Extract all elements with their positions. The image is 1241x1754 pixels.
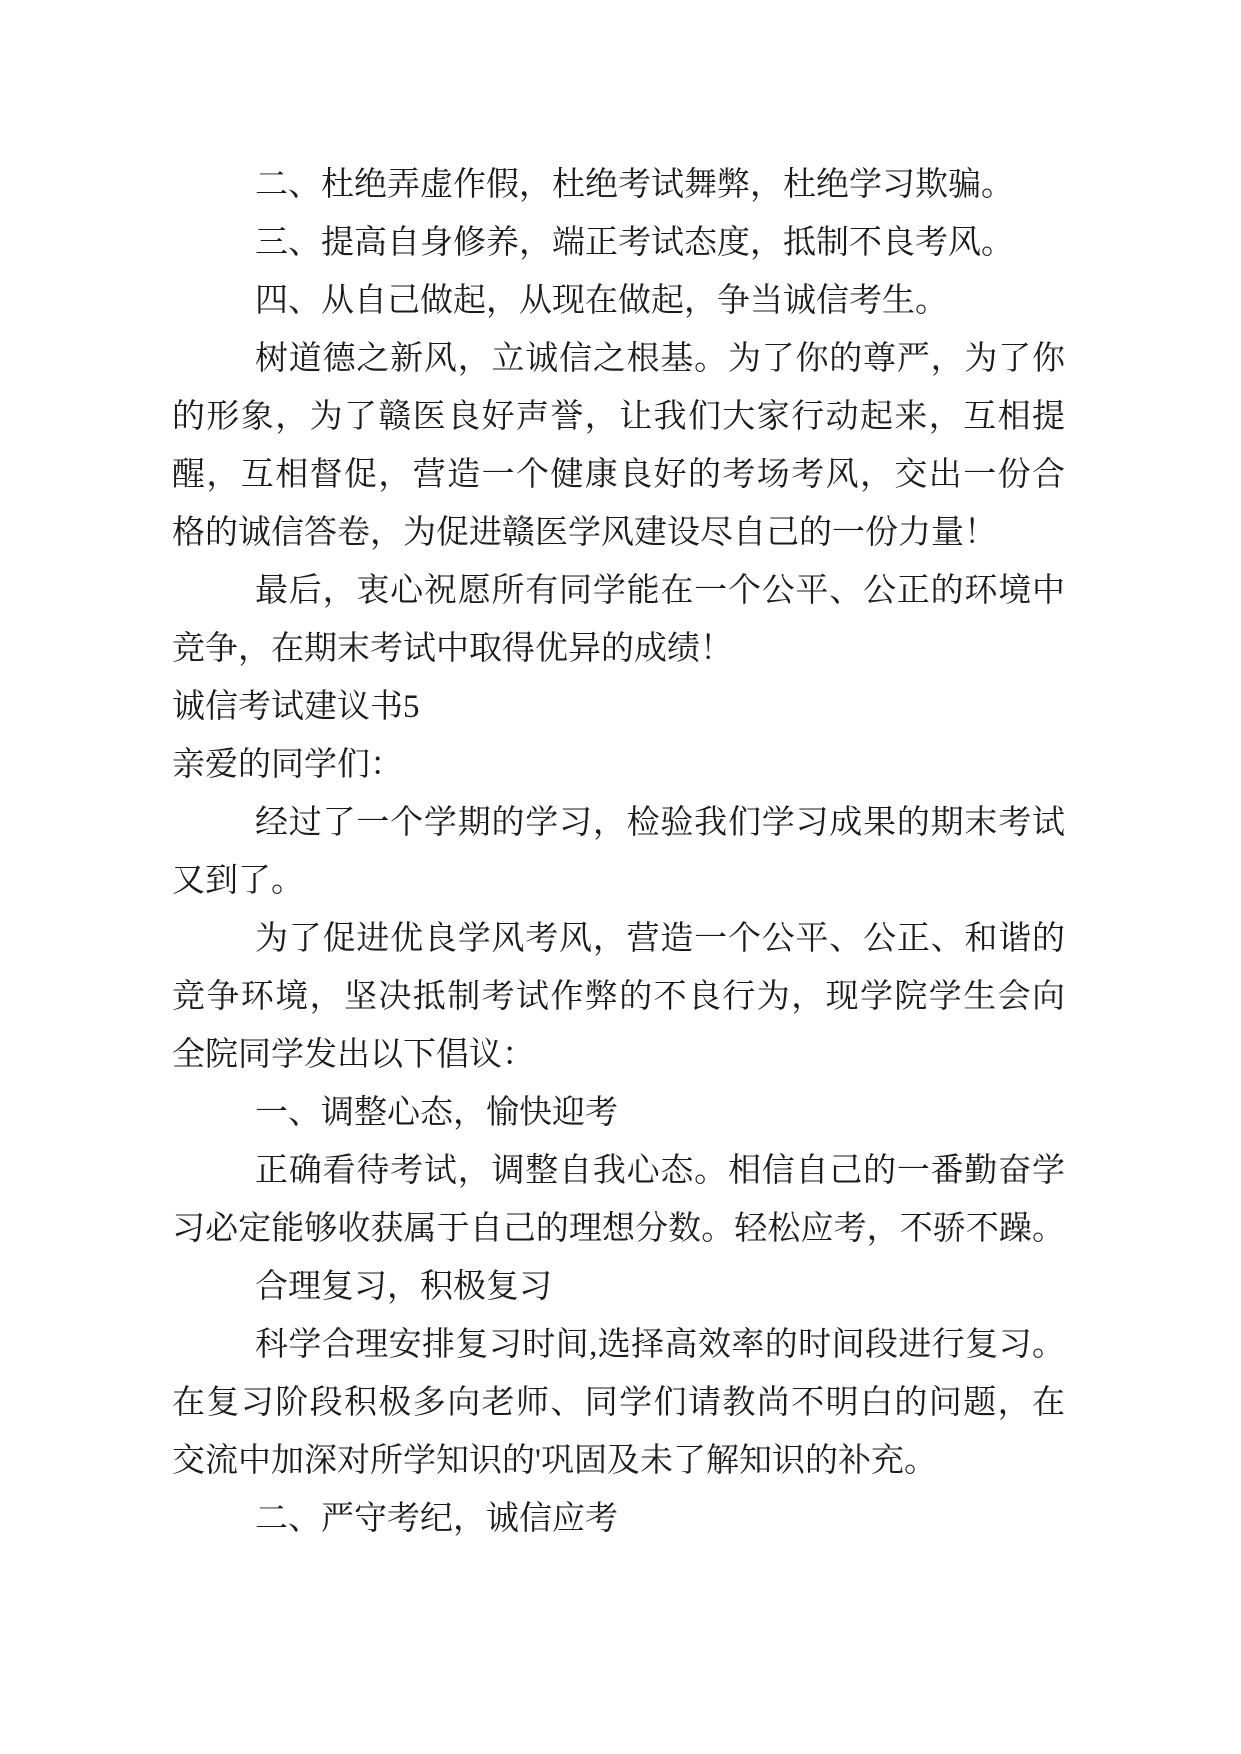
text-line: 在复习阶段积极多向老师、同学们请教尚不明白的问题，在 bbox=[172, 1385, 1065, 1421]
text-line: 二、严守考纪，诚信应考 bbox=[255, 1501, 618, 1537]
text-line: 二、杜绝弄虚作假，杜绝考试舞弊，杜绝学习欺骗。 bbox=[255, 167, 1014, 203]
text-line: 最后，衷心祝愿所有同学能在一个公平、公正的环境中 bbox=[255, 573, 1065, 609]
text-line: 的形象，为了赣医良好声誉，让我们大家行动起来，互相提 bbox=[172, 399, 1065, 435]
text-line: 为了促进优良学风考风，营造一个公平、公正、和谐的 bbox=[255, 921, 1065, 957]
text-line: 醒，互相督促，营造一个健康良好的考场考风，交出一份合 bbox=[172, 457, 1065, 493]
text-line: 亲爱的同学们： bbox=[172, 747, 403, 783]
text-line: 交流中加深对所学知识的'巩固及未了解知识的补充。 bbox=[172, 1443, 937, 1479]
document-body bbox=[172, 156, 1065, 1548]
text-line: 全院同学发出以下倡议： bbox=[172, 1037, 535, 1073]
text-line: 正确看待考试，调整自我心态。相信自己的一番勤奋学 bbox=[255, 1153, 1065, 1189]
text-line: 合理复习，积极复习 bbox=[255, 1269, 552, 1305]
text-line: 习必定能够收获属于自己的理想分数。轻松应考，不骄不躁。 bbox=[172, 1211, 1065, 1247]
text-line: 竞争，在期末考试中取得优异的成绩！ bbox=[172, 631, 733, 667]
text-line: 诚信考试建议书5 bbox=[172, 689, 420, 725]
text-line: 经过了一个学期的学习，检验我们学习成果的期末考试 bbox=[255, 805, 1065, 841]
text-line: 格的诚信答卷，为促进赣医学风建设尽自己的一份力量！ bbox=[172, 515, 997, 551]
text-line: 科学合理安排复习时间,选择高效率的时间段进行复习。 bbox=[255, 1327, 1065, 1363]
text-line: 一、调整心态，愉快迎考 bbox=[255, 1095, 618, 1131]
text-line: 树道德之新风，立诚信之根基。为了你的尊严，为了你 bbox=[255, 341, 1065, 377]
text-line: 三、提高自身修养，端正考试态度，抵制不良考风。 bbox=[255, 225, 1014, 261]
text-line: 竞争环境，坚决抵制考试作弊的不良行为，现学院学生会向 bbox=[172, 979, 1065, 1015]
text-line: 四、从自己做起，从现在做起，争当诚信考生。 bbox=[255, 283, 948, 319]
text-line: 又到了。 bbox=[172, 863, 304, 899]
